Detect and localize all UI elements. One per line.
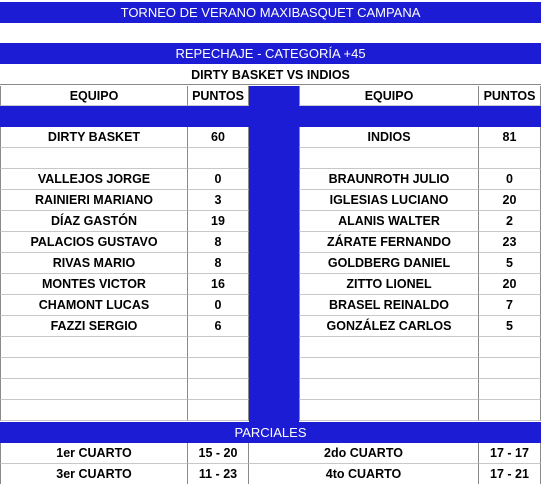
- player-left-name: RAINIERI MARIANO: [0, 190, 188, 211]
- partials-title: PARCIALES: [0, 422, 541, 443]
- partial-quarter-1: 1er CUARTO: [0, 443, 188, 464]
- empty-cell: [0, 379, 188, 400]
- partial-quarter-2: 2do CUARTO: [249, 443, 479, 464]
- player-right-name: ZITTO LIONEL: [299, 274, 479, 295]
- partial-score-2: 17 - 17: [479, 443, 541, 464]
- player-left-points: 8: [188, 253, 249, 274]
- player-left-name: DÍAZ GASTÓN: [0, 211, 188, 232]
- empty-cell: [299, 358, 479, 379]
- empty-cell: [0, 400, 188, 421]
- empty-cell: [0, 358, 188, 379]
- column-header-points-right: PUNTOS: [479, 86, 541, 106]
- player-right-name: ALANIS WALTER: [299, 211, 479, 232]
- player-right-points: 23: [479, 232, 541, 253]
- empty-cell: [188, 148, 249, 169]
- player-left-name: VALLEJOS JORGE: [0, 169, 188, 190]
- empty-cell: [188, 358, 249, 379]
- player-left-points: 19: [188, 211, 249, 232]
- matchup-title: DIRTY BASKET VS INDIOS: [0, 65, 541, 85]
- player-right-points: 5: [479, 253, 541, 274]
- empty-cell: [299, 337, 479, 358]
- player-left-points: 16: [188, 274, 249, 295]
- player-left-name: FAZZI SERGIO: [0, 316, 188, 337]
- empty-cell: [299, 379, 479, 400]
- empty-cell: [479, 337, 541, 358]
- player-right-points: 0: [479, 169, 541, 190]
- empty-cell: [299, 400, 479, 421]
- center-divider-band: [249, 86, 299, 422]
- empty-cell: [479, 358, 541, 379]
- player-right-name: GONZÁLEZ CARLOS: [299, 316, 479, 337]
- player-left-points: 8: [188, 232, 249, 253]
- column-header-team-right: EQUIPO: [299, 86, 479, 106]
- empty-cell: [479, 148, 541, 169]
- player-left-name: MONTES VICTOR: [0, 274, 188, 295]
- empty-cell: [479, 400, 541, 421]
- tournament-title: TORNEO DE VERANO MAXIBASQUET CAMPANA: [0, 2, 541, 23]
- empty-cell: [479, 379, 541, 400]
- player-left-name: CHAMONT LUCAS: [0, 295, 188, 316]
- partial-score-3: 11 - 23: [188, 464, 249, 484]
- team-left-score: 60: [188, 127, 249, 148]
- team-right-score: 81: [479, 127, 541, 148]
- player-left-name: RIVAS MARIO: [0, 253, 188, 274]
- team-right-name: INDIOS: [299, 127, 479, 148]
- player-right-name: IGLESIAS LUCIANO: [299, 190, 479, 211]
- player-right-points: 20: [479, 190, 541, 211]
- empty-cell: [0, 148, 188, 169]
- player-left-points: 6: [188, 316, 249, 337]
- empty-cell: [188, 379, 249, 400]
- partial-quarter-3: 3er CUARTO: [0, 464, 188, 484]
- player-left-name: PALACIOS GUSTAVO: [0, 232, 188, 253]
- player-left-points: 3: [188, 190, 249, 211]
- team-left-name: DIRTY BASKET: [0, 127, 188, 148]
- column-header-points-left: PUNTOS: [188, 86, 249, 106]
- partial-quarter-4: 4to CUARTO: [249, 464, 479, 484]
- player-right-name: ZÁRATE FERNANDO: [299, 232, 479, 253]
- player-left-points: 0: [188, 295, 249, 316]
- empty-cell: [188, 337, 249, 358]
- player-left-points: 0: [188, 169, 249, 190]
- player-right-points: 2: [479, 211, 541, 232]
- empty-cell: [0, 337, 188, 358]
- category-title: REPECHAJE - CATEGORÍA +45: [0, 43, 541, 64]
- player-right-name: BRASEL REINALDO: [299, 295, 479, 316]
- partial-score-4: 17 - 21: [479, 464, 541, 484]
- player-right-name: BRAUNROTH JULIO: [299, 169, 479, 190]
- empty-cell: [299, 148, 479, 169]
- partial-score-1: 15 - 20: [188, 443, 249, 464]
- player-right-points: 5: [479, 316, 541, 337]
- player-right-points: 20: [479, 274, 541, 295]
- column-header-team-left: EQUIPO: [0, 86, 188, 106]
- empty-cell: [188, 400, 249, 421]
- player-right-points: 7: [479, 295, 541, 316]
- player-right-name: GOLDBERG DANIEL: [299, 253, 479, 274]
